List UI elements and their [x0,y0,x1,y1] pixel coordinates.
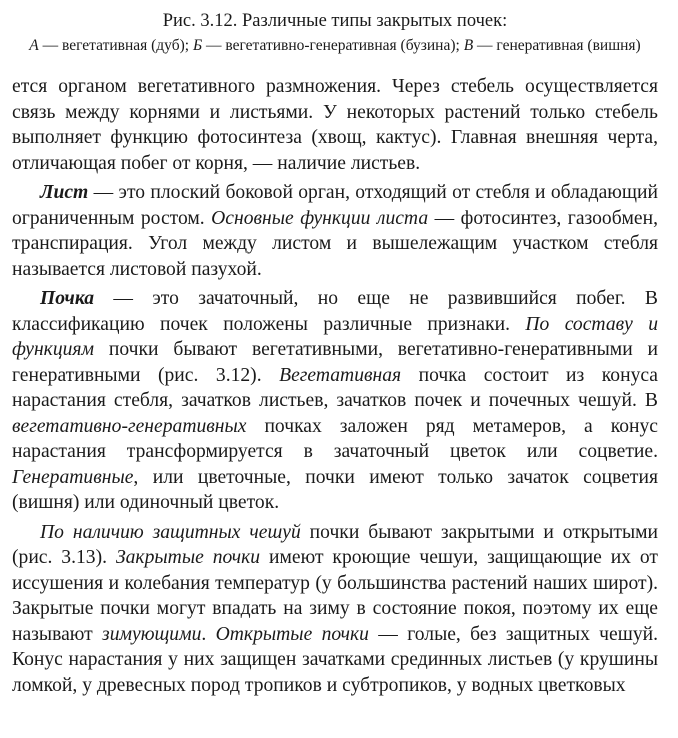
text-run: — голые, без защитных чешуй. Конус нарастания у них защищен зачатками срединных листьев (у крушины ломкой, у древесных пород тропиков и субтропиков, у водных цветковых [12,623,659,696]
legend-letter-b: Б [192,37,203,54]
legend-letter-v: В [463,37,474,54]
paragraph [12,286,658,516]
figure-caption-legend [12,36,658,56]
paragraph [12,180,658,282]
term: Лист [40,182,89,203]
text-run: , или цветочные, почки имеют только зачаток соцветия (вишня) или одиночный цветок. [12,466,658,513]
legend-text-a: — вегетативная (дуб); [38,37,193,54]
paragraph [12,74,658,176]
paragraph [12,520,658,699]
legend-text-v: — генеративная (вишня) [473,37,641,54]
text-run: — это зачаточный, но еще не развившийся побег. В классификацию почек положены различные признаки. [12,288,658,335]
text-run: — фотосинтез, газообмен, транспирация. Угол между листом и вышележащим участком стебля называется листовой пазухой. [12,207,658,280]
emphasis: Вегетативная [279,364,402,386]
emphasis: Основные функции листа [211,207,429,229]
legend-letter-a: А [29,37,39,54]
emphasis: зимующими [102,623,202,645]
emphasis: вегетативно-генеративных [12,415,247,437]
figure-caption-title: Рис. 3.12. Различные типы закрытых почек: [162,11,508,31]
text-run: ется органом вегетативного размножения. Через стебель осуществляется связь между корнями и листьями. У некоторых растений только стебель выполняет функцию фотосинтеза (хвощ, кактус). Главная внешняя черта, отличающая побег от корня, — наличие листьев. [12,76,658,174]
figure-caption [12,10,658,56]
book-page [12,0,658,698]
emphasis: Закрытые почки [115,547,261,568]
term: Почка [40,288,95,309]
legend-text-b: — вегетативно-генеративная (бузина); [202,37,464,54]
text-run: почках заложен ряд метамеров, а конус нарастания трансформируется в зачаточный цветок или соцветие. [12,415,658,462]
text-run: — это плоский боковой орган, отходящий от стебля и обладающий ограниченным ростом. [12,182,658,229]
text-run: почка состоит из конуса нарастания стебля, зачатков листьев, зачатков почек и почечных чешуй. В [12,364,659,411]
text-run: почки бывают закрытыми и открытыми (рис. 3.13). [12,521,658,568]
body-text [12,74,658,698]
emphasis: Открытые почки [215,623,369,645]
emphasis: По наличию защитных чешуй [40,521,301,543]
text-run: . [201,623,216,645]
text-run: почки бывают вегетативными, вегетативно-генеративными и генеративными (рис. 3.12). [12,339,658,386]
emphasis: Генеративные [12,466,134,488]
text-run: имеют кроющие чешуи, защищающие их от иссушения и колебания температур (у большинства растений наших широт). Закрытые почки могут впадать на зиму в состояние покоя, поэтому их еще называют [12,547,658,645]
emphasis: По составу и функциям [12,313,658,360]
